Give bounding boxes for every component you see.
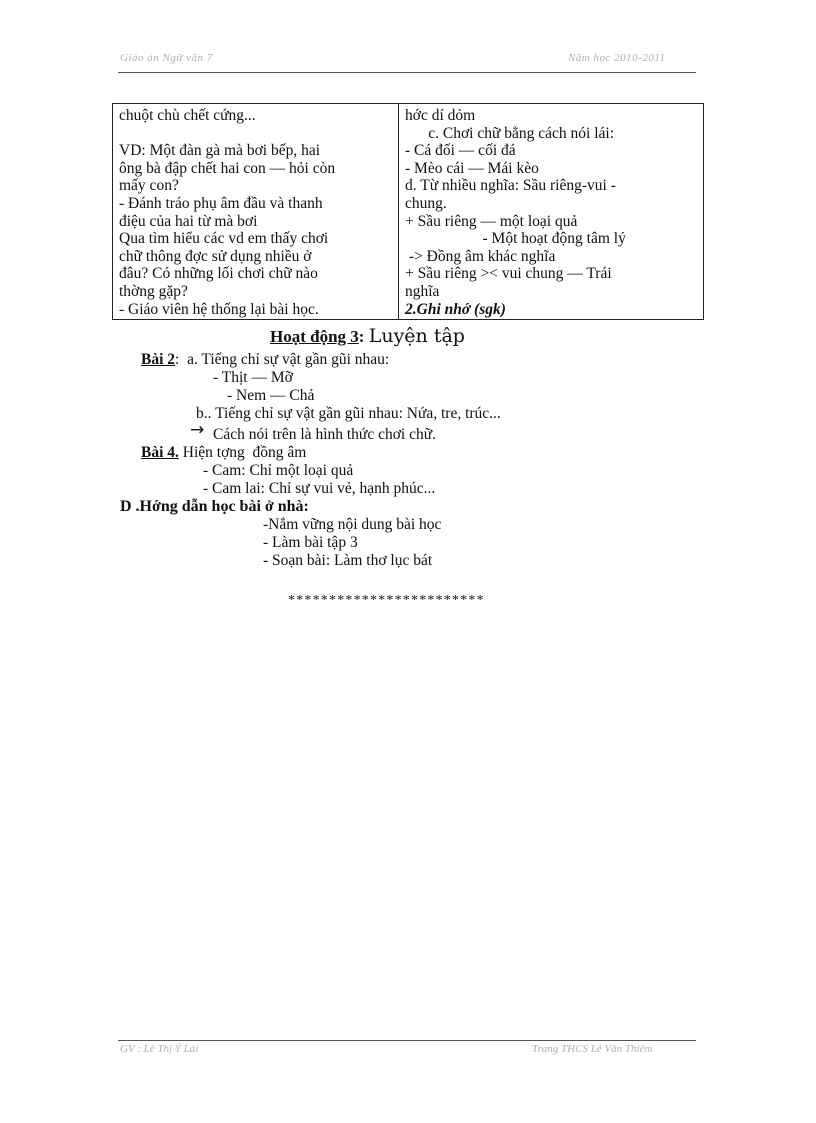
bai2-label: Bài 2 xyxy=(141,351,176,368)
bai2-a1: - Thịt — Mỡ xyxy=(213,369,293,386)
header-left: Giáo án Ngữ văn 7 xyxy=(120,52,213,64)
table-right-line: c. Chơi chữ bằng cách nói lái: xyxy=(405,124,615,142)
activity-heading xyxy=(270,325,465,347)
section-d-title: D .Hớng dẫn học bài ở nhà: xyxy=(120,498,309,515)
bai4-l2: - Cam lai: Chỉ sự vui vẻ, hạnh phúc... xyxy=(203,480,436,497)
table-left-line: đâu? Có những lối chơi chữ nào xyxy=(119,265,318,283)
table-left-line: mấy con? xyxy=(119,177,179,195)
bai4-l1: - Cam: Chỉ một loại quả xyxy=(203,462,354,479)
bai2-a-text: : a. Tiếng chỉ sự vật gần gũi nhau: xyxy=(175,351,390,368)
section-d-l1: -Nắm vững nội dung bài học xyxy=(263,516,442,533)
separator-stars: ************************ xyxy=(288,593,485,608)
content-table xyxy=(112,103,704,320)
table-left-line: thờng gặp? xyxy=(119,282,188,300)
header-rule xyxy=(118,72,696,73)
section-d-l2: - Làm bài tập 3 xyxy=(263,534,358,551)
bai2-a2: - Nem — Chả xyxy=(227,387,315,404)
ghi-nho-heading: 2.Ghi nhớ (sgk) xyxy=(405,300,506,318)
table-right-line: chung. xyxy=(405,194,447,212)
table-right-line: + Sầu riêng >< vui chung — Trái xyxy=(405,265,612,283)
table-left-line: VD: Một đàn gà mà bơi bếp, hai xyxy=(119,142,321,160)
footer-rule xyxy=(118,1040,696,1041)
table-right-line: - Cá đối — cối đá xyxy=(405,142,516,160)
table-right-line: - Một hoạt động tâm lý xyxy=(405,230,626,248)
table-left-line xyxy=(119,125,394,143)
table-right-line: hớc dí dỏm xyxy=(405,107,476,124)
activity-title: Hoạt động 3 xyxy=(270,327,359,346)
table-left-line: - Giáo viên hệ thống lại bài học. xyxy=(119,300,319,318)
footer-left: GV : Lê Thị Ý Lài xyxy=(120,1043,199,1055)
table-right-line: + Sầu riêng — một loại quả xyxy=(405,212,578,230)
table-left-line: ông bà đập chết hai con — hỏi còn xyxy=(119,159,336,177)
table-left-line: - Đánh tráo phụ âm đầu và thanh xyxy=(119,194,323,212)
bai4-text: Hiện tợng đồng âm xyxy=(178,444,307,461)
table-left-line: Qua tìm hiểu các vd em thấy chơi xyxy=(119,230,329,248)
table-right-line: -> Đồng âm khác nghĩa xyxy=(405,247,556,265)
table-left-column xyxy=(119,107,394,318)
bai2-line xyxy=(141,351,389,369)
table-right-line: - Mèo cái — Mái kèo xyxy=(405,159,539,177)
table-left-line: chữ thông đợc sử dụng nhiều ở xyxy=(119,247,312,265)
bai2-conclusion: Cách nói trên là hình thức chơi chữ. xyxy=(213,426,436,443)
header-right: Năm học 2010-2011 xyxy=(568,52,666,64)
table-divider xyxy=(398,104,399,319)
table-right-column xyxy=(405,107,701,318)
table-left-line: chuột chù chết cứng... xyxy=(119,107,256,124)
table-right-line: d. Từ nhiều nghĩa: Sầu riêng-vui - xyxy=(405,177,616,195)
arrow-icon: → xyxy=(190,420,205,440)
footer-right: Trang THCS Lê Văn Thiêm xyxy=(532,1043,653,1055)
section-d-l3: - Soạn bài: Làm thơ lục bát xyxy=(263,552,433,569)
bai2-b: b.. Tiếng chỉ sự vật gần gũi nhau: Nứa, tre, trúc... xyxy=(196,405,501,422)
activity-label: Luyện tập xyxy=(368,325,465,347)
activity-colon: : xyxy=(358,327,365,346)
table-right-line: nghĩa xyxy=(405,282,440,300)
bai4-label: Bài 4. xyxy=(141,444,179,461)
bai4-line xyxy=(141,444,306,462)
table-left-line: điệu của hai từ mà bơi xyxy=(119,212,258,230)
